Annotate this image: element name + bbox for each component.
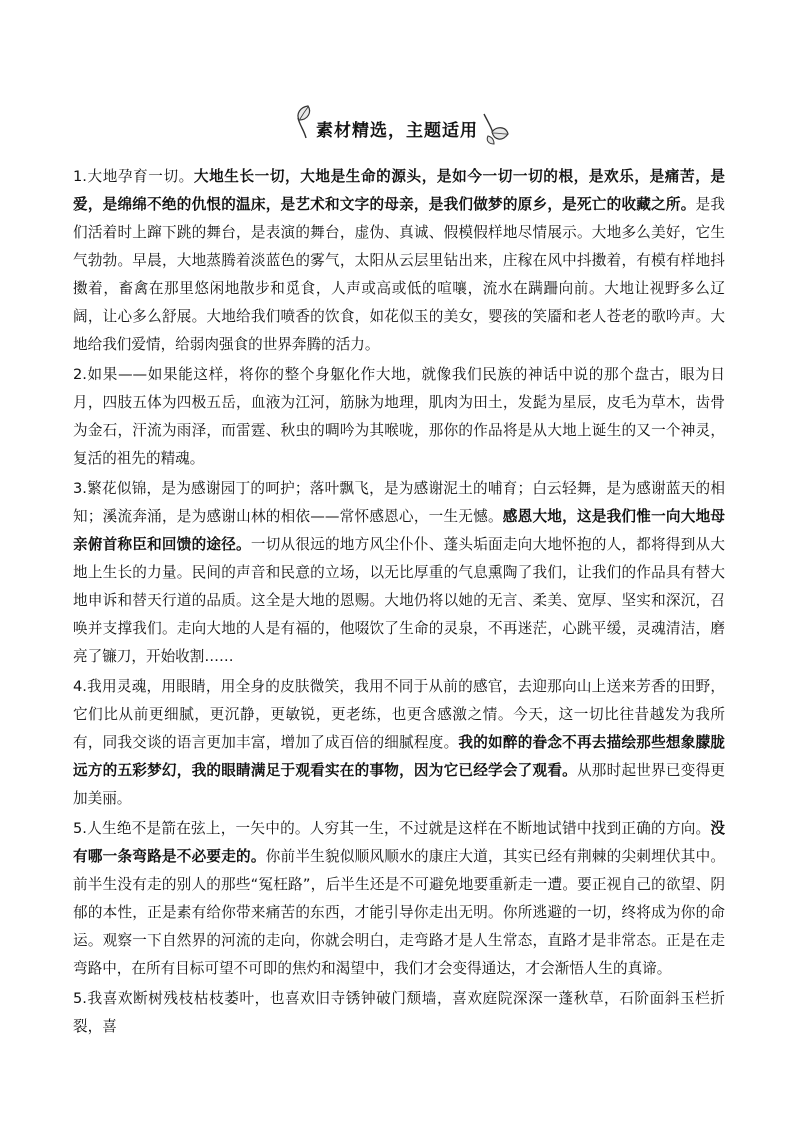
paragraph-3 <box>73 475 725 671</box>
paragraph-text: 我喜欢断树残枝枯枝萎叶，也喜欢旧寺锈钟破门颓墙，喜欢庭院深深一蓬秋草，石阶面斜玉栏折裂，喜 <box>73 990 725 1035</box>
paragraph-5 <box>73 815 725 983</box>
paragraph-text: 繁花似锦，是为感谢园丁的呵护；落叶飘飞，是为感谢泥土的哺育；白云轻舞，是为感谢蓝天的相知；溪流奔涌，是为感谢山林的相依——常怀感恩心，一生无憾。 <box>73 480 725 525</box>
paragraph-number: 5. <box>73 990 87 1007</box>
paragraph-text: 人生绝不是箭在弦上，一矢中的。人穷其一生，不过就是这样在不断地试错中找到正确的方向。 <box>86 820 711 837</box>
paragraph-number: 4. <box>73 678 87 695</box>
paragraph-2 <box>73 361 725 473</box>
paragraph-bold-text: 感恩大地，这是我们惟一向大地母亲俯首称臣和回馈的途径。 <box>73 508 725 553</box>
paragraph-number: 3. <box>73 480 87 497</box>
paragraph-4 <box>73 673 725 813</box>
paragraph-text: 大地孕育一切。 <box>86 168 194 185</box>
leaf-ornament-right-icon <box>480 112 510 146</box>
page-title: 素材精选，主题适用 <box>316 121 478 141</box>
document-body <box>73 163 725 1043</box>
paragraph-number: 2. <box>73 366 87 383</box>
paragraph-number: 1. <box>73 168 87 185</box>
paragraph-number: 5. <box>73 820 87 837</box>
paragraph-1 <box>73 163 725 359</box>
paragraph-bold-text: 我的如醉的眷念不再去描绘那些想象朦胧远方的五彩梦幻，我的眼睛满足于观看实在的事物，因为它已经学会了观看。 <box>73 734 725 779</box>
paragraph-6 <box>73 985 725 1041</box>
section-header <box>0 100 794 150</box>
paragraph-text: 一切从很远的地方风尘仆仆、蓬头垢面走向大地怀抱的人，都将得到从大地上生长的力量。民间的声音和民意的立场，以无比厚重的气息熏陶了我们，让我们的作品具有替大地申诉和替天行道的品质。这全是大地的恩赐。大地仍将以她的无言、柔美、宽厚、坚实和深沉，召唤并支撑我们。走向大地的人是有福的，他啜饮了生命的灵泉，不再迷茫，心跳平缓，灵魂清洁，磨亮了镰刀，开始收割…… <box>73 536 725 665</box>
paragraph-text: 我用灵魂，用眼睛，用全身的皮肤微笑，我用不同于从前的感官，去迎那向山上送来芳香的田野，它们比从前更细腻，更沉静，更敏锐，更老练，也更含感激之情。今天，这一切比往昔越发为我所有，同我交谈的语言更加丰富，增加了成百倍的细腻程度。 <box>73 678 725 751</box>
paragraph-text: 从那时起世界已变得更加美丽。 <box>73 762 725 807</box>
paragraph-text: 你前半生貌似顺风顺水的康庄大道，其实已经有荆棘的尖刺埋伏其中。前半生没有走的别人的那些“冤枉路”，后半生还是不可避免地要重新走一遭。要正视自己的欲望、阴郁的本性，正是素有给你带来痛苦的东西，才能引导你走出无明。你所逃避的一切，终将成为你的命运。观察一下自然界的河流的走向，你就会明白，走弯路才是人生常态，直路才是非常态。正是在走弯路中，在所有目标可望不可即的焦灼和渴望中，我们才会变得通达，才会渐悟人生的真谛。 <box>73 848 725 977</box>
paragraph-text: 如果——如果能这样，将你的整个身躯化作大地，就像我们民族的神话中说的那个盘古，眼为日月，四肢五体为四极五岳，血液为江河，筋脉为地理，肌肉为田土，发髭为星辰，皮毛为草木，齿骨为金石，汗流为雨泽，而雷霆、秋虫的啁吟为其喉咙，那你的作品将是从大地上诞生的又一个神灵，复活的祖先的精魂。 <box>73 366 725 467</box>
paragraph-text: 是我们活着时上蹿下跳的舞台，是表演的舞台，虚伪、真诚、假模假样地尽情展示。大地多么美好，它生气勃勃。早晨，大地蒸腾着淡蓝色的雾气，太阳从云层里钻出来，庄稼在风中抖擞着，有模有样地抖擞着，畜禽在那里悠闲地散步和觅食，人声或高或低的喧嚷，流水在蹒跚向前。大地让视野多么辽阔，让心多么舒展。大地给我们喷香的饮食，如花似玉的美女，婴孩的笑靥和老人苍老的歌吟声。大地给我们爱情，给弱肉强食的世界奔腾的活力。 <box>73 196 725 353</box>
paragraph-bold-text: 没有哪一条弯路是不必要走的。 <box>73 820 725 865</box>
paragraph-bold-text: 大地生长一切，大地是生命的源头，是如今一切一切的根，是欢乐，是痛苦，是爱，是绵绵不绝的仇恨的温床，是艺术和文字的母亲，是我们做梦的原乡，是死亡的收藏之所。 <box>73 168 725 213</box>
